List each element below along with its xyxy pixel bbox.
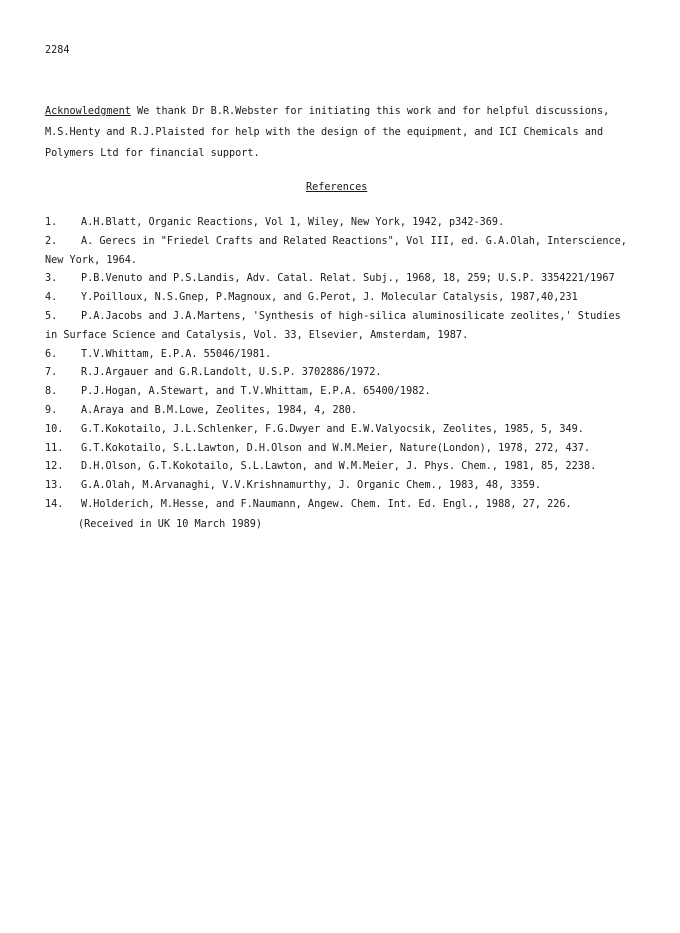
reference-text: T.V.Whittam, E.P.A. 55046/1981.	[81, 348, 272, 360]
reference-continuation: in Surface Science and Catalysis, Vol. 33, Elsevier, Amsterdam, 1987.	[45, 329, 469, 341]
acknowledgment-heading: Acknowledgment	[45, 106, 131, 117]
reference-item	[45, 444, 635, 463]
reference-item	[45, 350, 635, 369]
reference-number: 12.	[45, 461, 64, 473]
reference-text: G.A.Olah, M.Arvanaghi, V.V.Krishnamurthy, J. Organic Chem., 1983, 48, 3359.	[81, 480, 542, 492]
reference-item	[45, 274, 635, 293]
reference-text: A. Gerecs in "Friedel Crafts and Related Reactions", Vol III, ed. G.A.Olah, Interscience,	[81, 235, 627, 247]
reference-text: G.T.Kokotailo, J.L.Schlenker, F.G.Dwyer and E.W.Valyocsik, Zeolites, 1985, 5, 349.	[81, 423, 584, 435]
reference-number: 14.	[45, 498, 64, 510]
reference-item	[45, 237, 635, 256]
reference-number: 10.	[45, 423, 64, 435]
reference-item	[45, 218, 635, 237]
reference-number: 13.	[45, 480, 64, 492]
acknowledgment-text: We thank Dr B.R.Webster for initiating this work and for helpful discussions,	[130, 106, 610, 117]
reference-text: Y.Poilloux, N.S.Gnep, P.Magnoux, and G.Perot, J. Molecular Catalysis, 1987,40,231	[81, 292, 578, 304]
reference-number: 6.	[45, 348, 58, 360]
acknowledgment-line-3: Polymers Ltd for financial support.	[45, 148, 260, 159]
reference-number: 2.	[45, 235, 58, 247]
reference-item	[45, 500, 635, 519]
reference-text: P.B.Venuto and P.S.Landis, Adv. Catal. Relat. Subj., 1968, 18, 259; U.S.P. 3354221/1967	[81, 273, 615, 285]
reference-text: P.J.Hogan, A.Stewart, and T.V.Whittam, E.P.A. 65400/1982.	[81, 386, 431, 398]
acknowledgment-line-1	[45, 107, 635, 128]
reference-number: 3.	[45, 273, 58, 285]
reference-text: G.T.Kokotailo, S.L.Lawton, D.H.Olson and W.M.Meier, Nature(London), 1978, 272, 437.	[81, 442, 591, 454]
reference-number: 11.	[45, 442, 64, 454]
reference-number: 1.	[45, 217, 58, 228]
reference-text: W.Holderich, M.Hesse, and F.Naumann, Angew. Chem. Int. Ed. Engl., 1988, 27, 226.	[81, 498, 572, 510]
reference-number: 7.	[45, 367, 58, 379]
reference-number: 8.	[45, 386, 58, 398]
received-date: (Received in UK 10 March 1989)	[78, 519, 263, 530]
reference-item	[45, 293, 635, 312]
reference-number: 5.	[45, 310, 58, 322]
page-number: 2284	[45, 45, 70, 56]
reference-number: 9.	[45, 404, 58, 416]
reference-text: P.A.Jacobs and J.A.Martens, 'Synthesis of high-silica aluminosilicate zeolites,' Studies	[81, 310, 621, 322]
reference-item	[45, 406, 635, 425]
references-heading: References	[306, 182, 368, 193]
acknowledgment-line-2: M.S.Henty and R.J.Plaisted for help with the design of the equipment, and ICI Chemicals and	[45, 127, 604, 138]
references-list	[45, 218, 635, 519]
reference-text: R.J.Argauer and G.R.Landolt, U.S.P. 3702886/1972.	[81, 367, 382, 379]
reference-item	[45, 312, 635, 331]
reference-item	[45, 462, 635, 481]
reference-continuation: New York, 1964.	[45, 254, 138, 266]
reference-text: A.H.Blatt, Organic Reactions, Vol 1, Wiley, New York, 1942, p342-369.	[81, 217, 505, 228]
acknowledgment-section	[45, 107, 635, 170]
reference-text: D.H.Olson, G.T.Kokotailo, S.L.Lawton, and W.M.Meier, J. Phys. Chem., 1981, 85, 2238.	[81, 461, 597, 473]
reference-item	[45, 481, 635, 500]
reference-item	[45, 368, 635, 387]
reference-number: 4.	[45, 292, 58, 304]
reference-item	[45, 425, 635, 444]
reference-item	[45, 256, 635, 275]
reference-item	[45, 387, 635, 406]
reference-text: A.Araya and B.M.Lowe, Zeolites, 1984, 4, 280.	[81, 404, 358, 416]
reference-item	[45, 331, 635, 350]
